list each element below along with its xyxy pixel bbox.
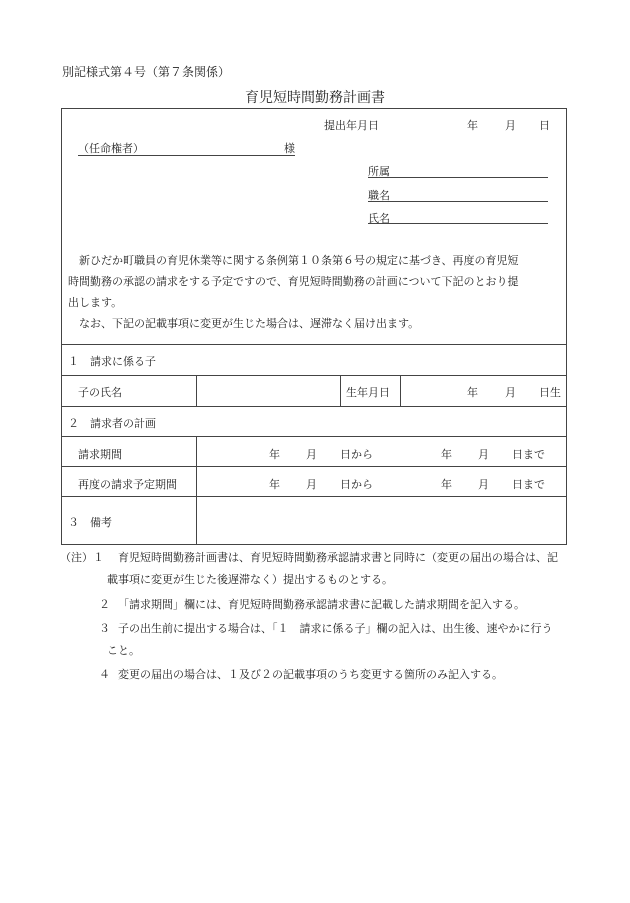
child-name-field[interactable] <box>197 376 340 405</box>
birth-year-unit: 年 <box>467 386 478 399</box>
note-1-line-1: 育児短時間勤務計画書は、育児短時間勤務承認請求書と同時に（変更の届出の場合は、記 <box>118 551 558 564</box>
statement-line-2: 時間勤務の承認の請求をする予定ですので、育児短時間勤務の計画について下記のとおり提 <box>68 275 519 288</box>
birth-month-unit: 月 <box>505 386 516 399</box>
note-4-number: ４ <box>99 668 110 681</box>
note-2-number: ２ <box>99 598 110 611</box>
period-end-until: 日まで <box>512 448 545 461</box>
note-3-line-1: 子の出生前に提出する場合は、「１ 請求に係る子」欄の記入は、出生後、速やかに行う <box>118 622 553 635</box>
planned-period-label: 再度の請求予定期間 <box>78 478 177 491</box>
section2-heading: ２ 請求者の計画 <box>68 417 156 430</box>
divider <box>62 406 566 407</box>
note-2-text: 「請求期間」欄には、育児短時間勤務承認請求書に記載した請求期間を記入する。 <box>118 598 525 611</box>
name-field[interactable] <box>368 223 548 224</box>
form-box <box>61 108 567 545</box>
notes-prefix: （注）１ <box>60 551 104 564</box>
planned-start-month: 月 <box>306 478 317 491</box>
submit-year-unit: 年 <box>467 119 478 132</box>
divider <box>62 466 566 467</box>
birth-day-unit: 日生 <box>539 386 561 399</box>
remarks-field[interactable] <box>197 497 566 544</box>
period-label: 請求期間 <box>78 448 122 461</box>
form-number-label: 別記様式第４号（第７条関係） <box>62 65 231 79</box>
statement-text <box>62 250 566 334</box>
planned-end-year: 年 <box>441 478 452 491</box>
submit-day-unit: 日 <box>539 119 550 132</box>
statement-line-1: 新ひだか町職員の育児休業等に関する条例第１０条第６号の規定に基づき、再度の育児短 <box>79 254 519 267</box>
divider <box>400 375 401 406</box>
note-3-number: ３ <box>99 622 110 635</box>
name-label: 氏名 <box>368 212 390 225</box>
planned-start-from: 日から <box>340 478 373 491</box>
period-end-month: 月 <box>478 448 489 461</box>
period-start-month: 月 <box>306 448 317 461</box>
position-label: 職名 <box>368 189 390 202</box>
note-4-text: 変更の届出の場合は、１及び２の記載事項のうち変更する箇所のみ記入する。 <box>118 668 503 681</box>
affiliation-field[interactable] <box>368 177 548 178</box>
planned-end-until: 日まで <box>512 478 545 491</box>
divider <box>62 436 566 437</box>
appointer-underline <box>78 155 295 156</box>
form-title: 育児短時間勤務計画書 <box>245 90 385 106</box>
statement-line-3: 出します。 <box>68 296 123 309</box>
honorific-sama: 様 <box>284 142 295 155</box>
divider <box>340 375 341 406</box>
period-start-year: 年 <box>269 448 280 461</box>
birth-date-label: 生年月日 <box>346 386 390 399</box>
appointer-label: （任命権者） <box>78 142 144 155</box>
divider <box>62 344 566 345</box>
period-end-year: 年 <box>441 448 452 461</box>
statement-line-4: なお、下記の記載事項に変更が生じた場合は、遅滞なく届け出ます。 <box>79 317 420 330</box>
affiliation-label: 所属 <box>368 165 390 178</box>
submit-month-unit: 月 <box>505 119 516 132</box>
position-field[interactable] <box>368 201 548 202</box>
planned-end-month: 月 <box>478 478 489 491</box>
section3-heading: ３ 備考 <box>68 516 112 529</box>
child-name-label: 子の氏名 <box>78 386 122 399</box>
note-1-line-2: 載事項に変更が生じた後遅滞なく）提出するものとする。 <box>107 573 393 586</box>
submit-date-label: 提出年月日 <box>324 119 379 132</box>
note-3-line-2: こと。 <box>107 644 140 657</box>
section1-heading: １ 請求に係る子 <box>68 355 156 368</box>
planned-start-year: 年 <box>269 478 280 491</box>
period-start-from: 日から <box>340 448 373 461</box>
